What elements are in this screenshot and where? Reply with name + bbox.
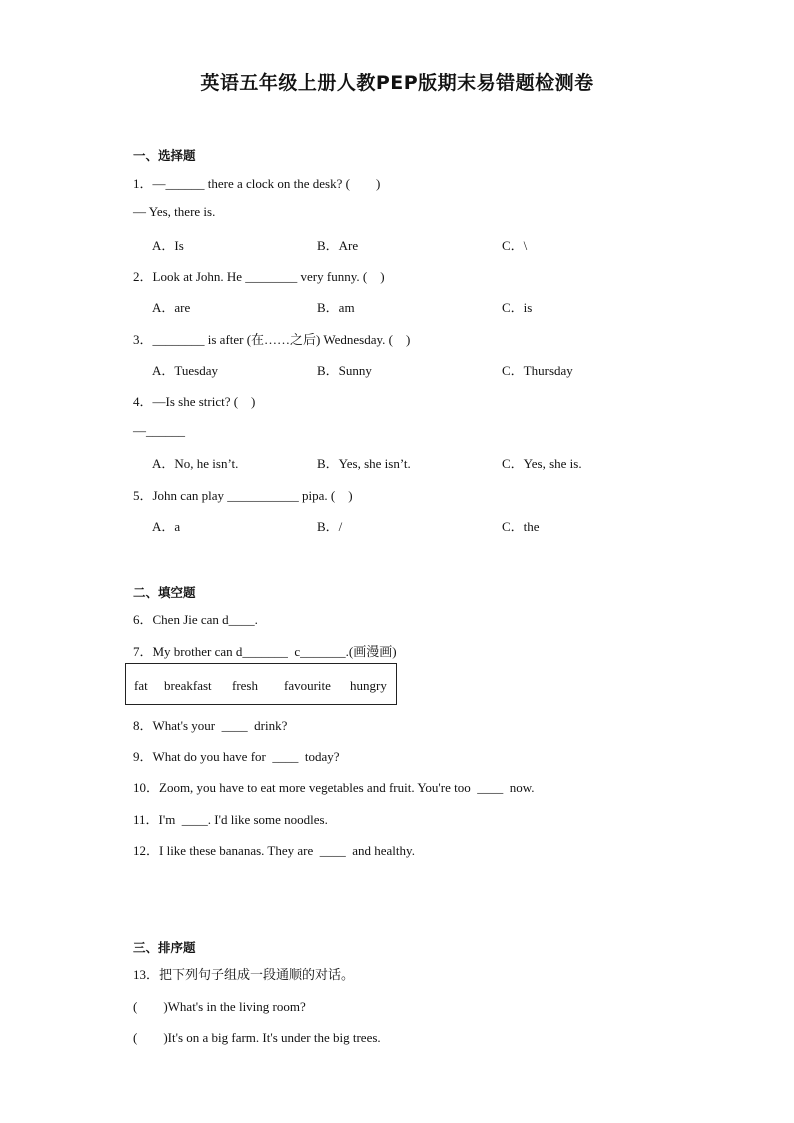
word-bank-item: fat [134, 678, 148, 693]
question-7: 7．My brother can d_______ c_______.(画漫画) [133, 644, 397, 659]
question-1-option-b: B．Are [317, 238, 359, 253]
question-8: 8．What's your ____ drink? [133, 718, 288, 733]
word-bank-item: breakfast [164, 678, 212, 693]
question-5-option-a: A．a [152, 519, 181, 534]
question-5-option-c: C．the [502, 519, 540, 534]
section-title-fill-in: 二、填空题 [133, 585, 196, 600]
page-title: 英语五年级上册人教PEP版期末易错题检测卷 [200, 72, 594, 94]
question-2-option-c: C．is [502, 300, 533, 315]
question-4-option-a: A．No, he isn’t. [152, 456, 239, 471]
section-title-choice: 一、选择题 [133, 148, 196, 163]
question-6: 6．Chen Jie can d____. [133, 612, 258, 627]
question-1-option-a: A．Is [152, 238, 184, 253]
question-4-stem: 4．—Is she strict? ( ) [133, 394, 256, 409]
word-bank-item: favourite [284, 678, 331, 693]
question-1-answer-line: — Yes, there is. [133, 204, 216, 219]
question-11: 11．I'm ____. I'd like some noodles. [133, 812, 328, 827]
question-5-option-b: B．/ [317, 519, 343, 534]
question-3-option-c: C．Thursday [502, 363, 573, 378]
question-1-option-c: C．\ [502, 238, 528, 253]
question-3-option-a: A．Tuesday [152, 363, 218, 378]
question-2-stem: 2．Look at John. He ________ very funny. ( ) [133, 269, 385, 284]
word-bank-box [125, 663, 397, 705]
question-3-option-b: B．Sunny [317, 363, 372, 378]
question-12: 12．I like these bananas. They are ____ and healthy. [133, 843, 415, 858]
question-4-option-c: C．Yes, she is. [502, 456, 582, 471]
section-title-ordering: 三、排序题 [133, 940, 196, 955]
question-3-stem: 3．________ is after (在……之后) Wednesday. ( ) [133, 332, 411, 347]
question-9: 9．What do you have for ____ today? [133, 749, 340, 764]
question-4-option-b: B．Yes, she isn’t. [317, 456, 411, 471]
question-4-answer-line: —______ [133, 423, 185, 438]
question-13-stem: 13．把下列句子组成一段通顺的对话。 [133, 967, 355, 982]
question-5-stem: 5．John can play ___________ pipa. ( ) [133, 488, 353, 503]
question-2-option-a: A．are [152, 300, 191, 315]
question-2-option-b: B．am [317, 300, 355, 315]
question-13-item-2: ( )It's on a big farm. It's under the big trees. [133, 1030, 381, 1045]
question-13-item-1: ( )What's in the living room? [133, 999, 306, 1014]
question-10: 10．Zoom, you have to eat more vegetables and fruit. You're too ____ now. [133, 780, 535, 795]
word-bank-item: hungry [350, 678, 387, 693]
word-bank-item: fresh [232, 678, 258, 693]
question-1-stem: 1．—______ there a clock on the desk? ( ) [133, 176, 381, 191]
